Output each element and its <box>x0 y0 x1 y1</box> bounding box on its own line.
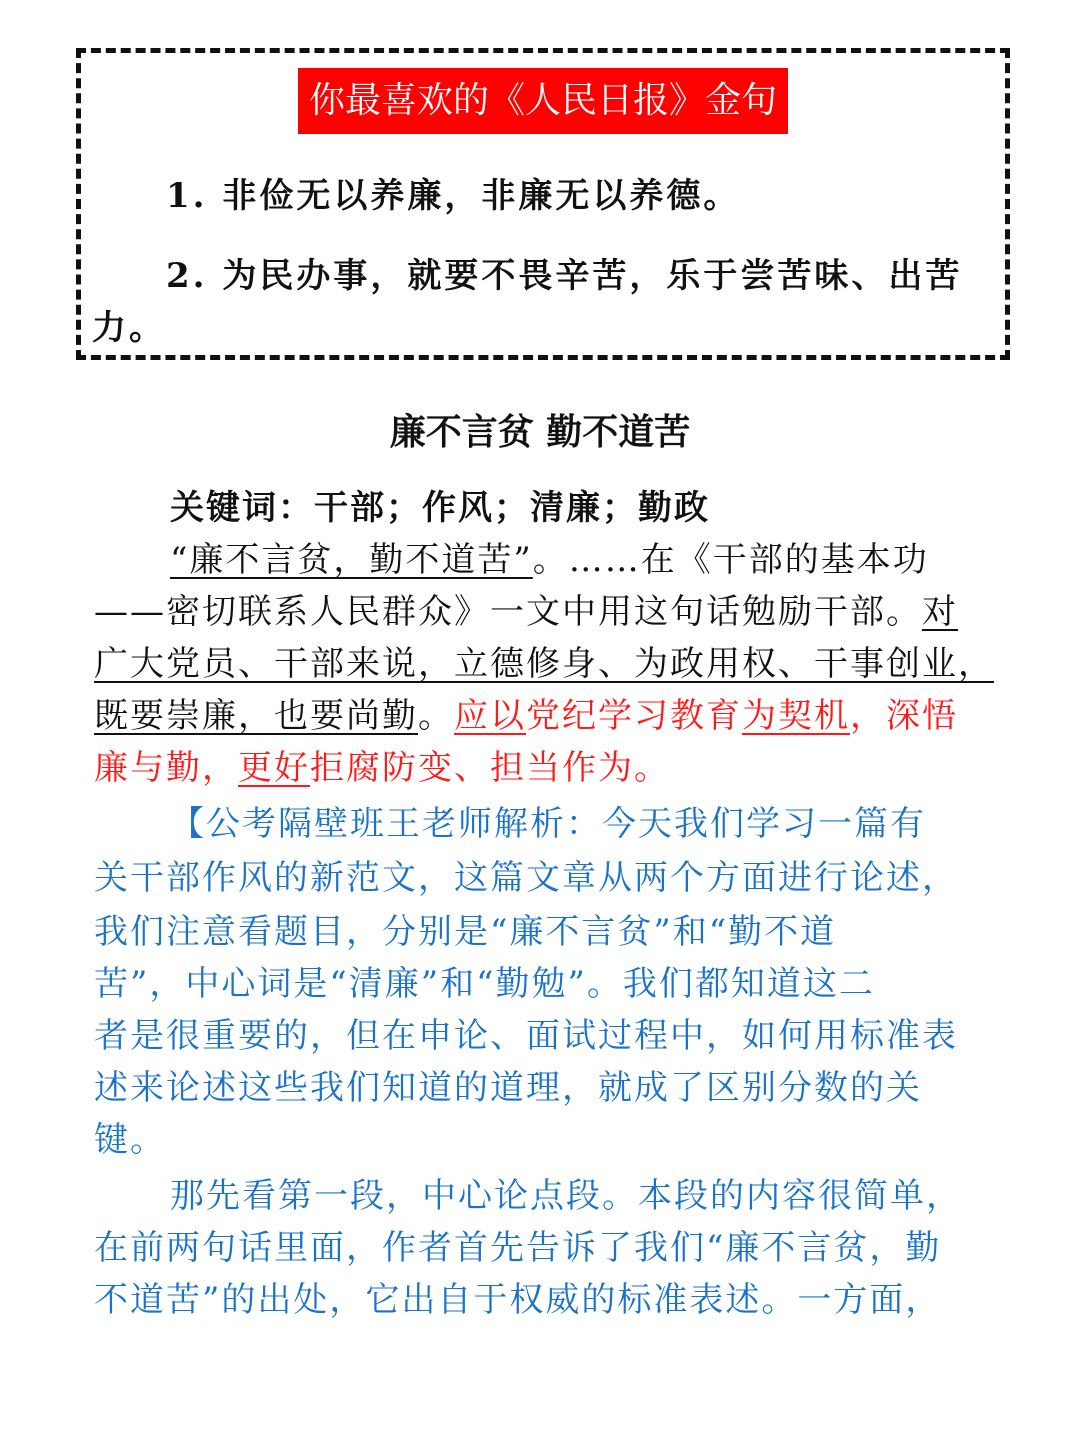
quote-box-banner: 你最喜欢的《人民日报》金句 <box>298 68 788 134</box>
red-text-underlined: 更好 <box>238 748 310 788</box>
analysis-line-10: 不道苦”的出处，它出自于权威的标准表述。一方面， <box>94 1280 942 1320</box>
article-text: ——密切联系人民群众》一文中用这句话勉励干部。 <box>94 592 922 632</box>
article-text: 。……在《干部的基本功 <box>532 540 929 580</box>
analysis-line-3: 我们注意看题目，分别是“廉不言贫”和“勤不道 <box>94 912 837 952</box>
keywords-line: 关键词：干部；作风；清廉；勤政 <box>170 488 710 528</box>
red-text-underlined: 应以 <box>454 696 526 736</box>
article-line-5 <box>94 742 986 794</box>
quote-phrase: “廉不言贫，勤不道苦” <box>170 540 533 580</box>
analysis-line-5: 者是很重要的，但在申论、面试过程中，如何用标准表 <box>94 1016 958 1056</box>
red-text-underlined: 为契机 <box>742 696 850 736</box>
red-text: ，深悟 <box>850 696 958 736</box>
quote-item-2: 2. 为民办事，就要不畏辛苦，乐于尝苦味、出苦 <box>166 256 963 296</box>
analysis-line-7: 键。 <box>94 1120 166 1160</box>
red-text: 党纪学习教育 <box>526 696 742 736</box>
analysis-line-2: 关干部作风的新范文，这篇文章从两个方面进行论述， <box>94 858 958 898</box>
article-text-underlined: 对 <box>922 592 958 632</box>
article-line-4 <box>94 690 986 742</box>
red-text: 廉与勤， <box>94 748 238 788</box>
analysis-line-6: 述来论述这些我们知道的道理，就成了区别分数的关 <box>94 1068 922 1108</box>
quote-item-2-continued: 力。 <box>92 308 166 348</box>
article-line-2 <box>94 586 986 638</box>
red-text: 拒腐防变、担当作为。 <box>310 748 670 788</box>
quote-item-1: 1. 非俭无以养廉，非廉无以养德。 <box>166 176 741 216</box>
analysis-line-4: 苦”，中心词是“清廉”和“勤勉”。我们都知道这二 <box>94 964 875 1004</box>
article-title: 廉不言贫 勤不道苦 <box>389 411 691 453</box>
analysis-line-9: 在前两句话里面，作者首先告诉了我们“廉不言贫，勤 <box>94 1228 942 1268</box>
article-text-underlined: 既要崇廉，也要尚勤 <box>94 696 418 736</box>
article-line-3: 广大党员、干部来说，立德修身、为政用权、干事创业， <box>94 644 994 684</box>
analysis-line-8: 那先看第一段，中心论点段。本段的内容很简单， <box>170 1176 962 1216</box>
analysis-line-1: 【公考隔壁班王老师解析：今天我们学习一篇有 <box>170 804 926 844</box>
article-text: 。 <box>418 696 454 736</box>
article-line-1 <box>170 534 986 586</box>
